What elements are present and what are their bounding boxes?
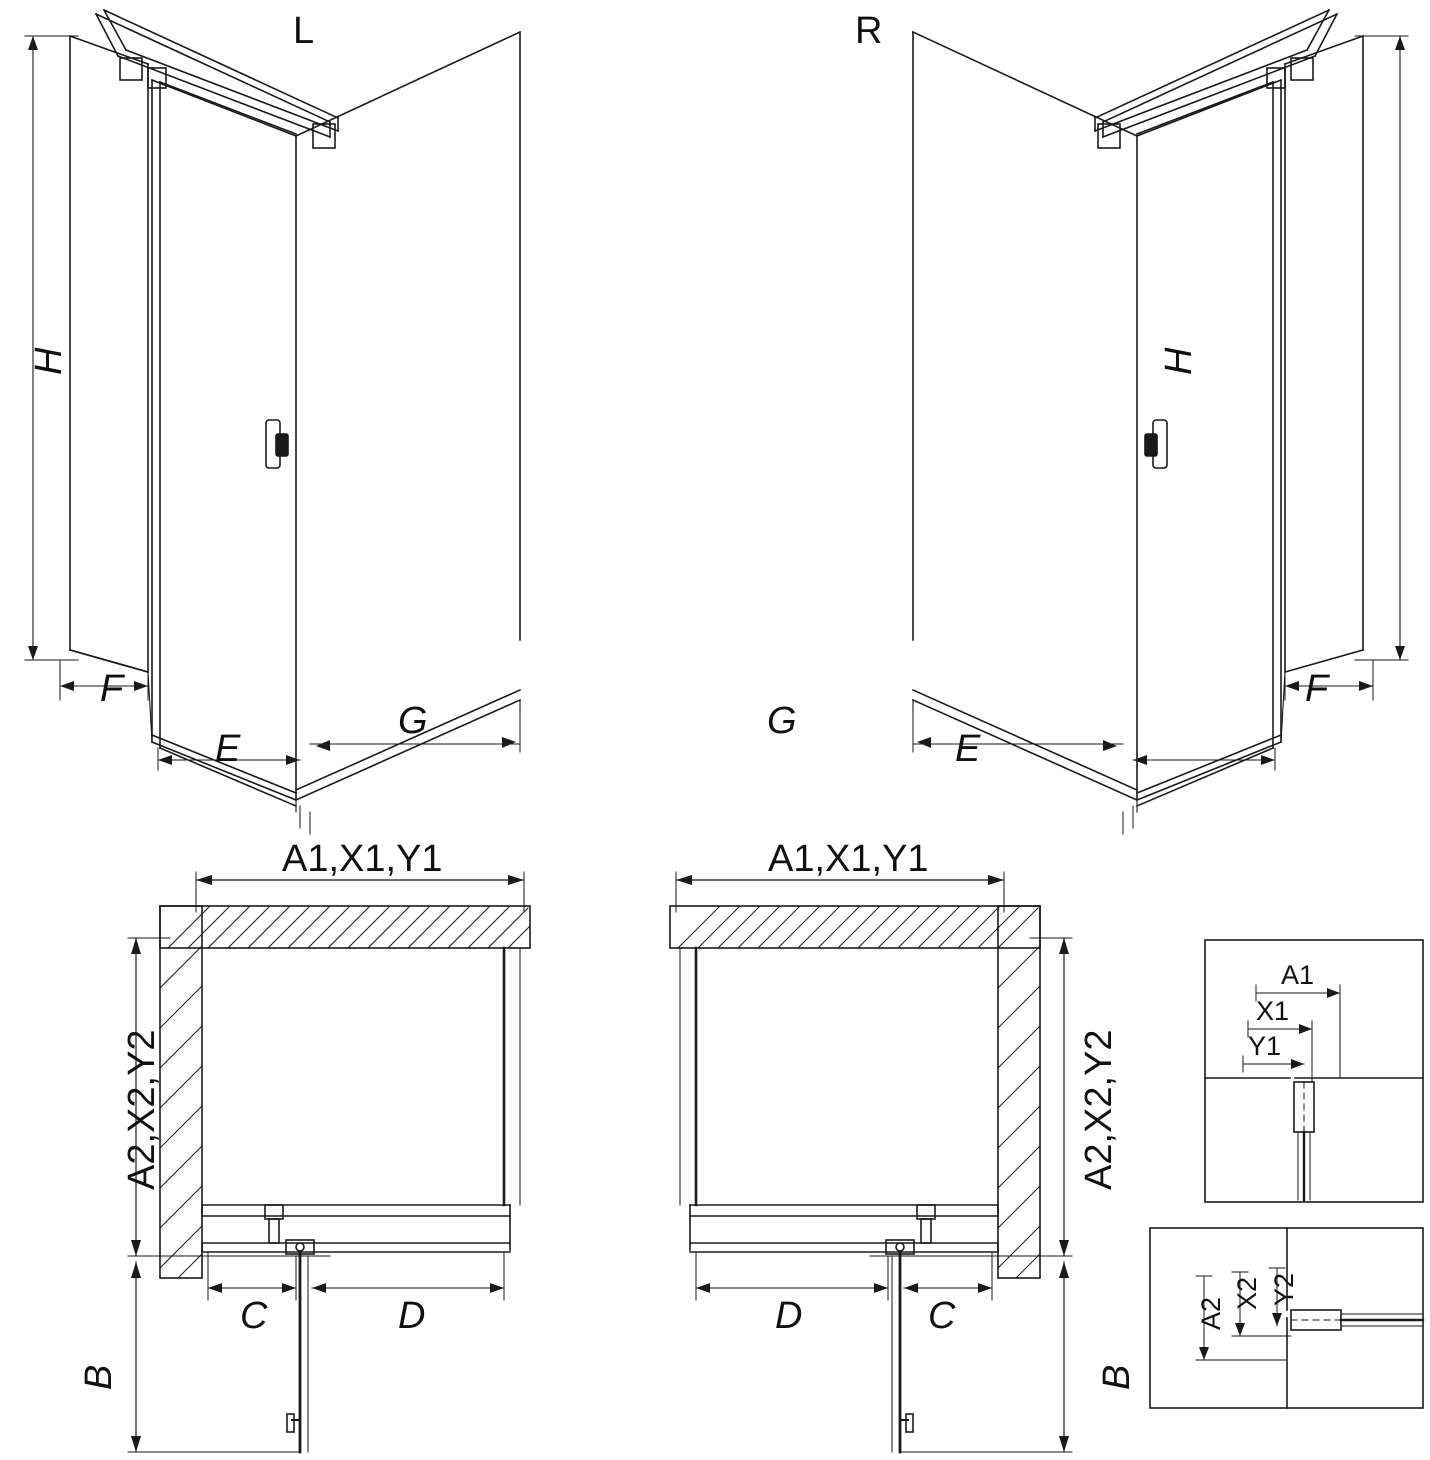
plan-left-side-dim-label: A2,X2,Y2 xyxy=(121,1029,163,1190)
wall-hatch-right xyxy=(670,906,1040,1278)
plan-right-dim-b: B xyxy=(1096,1364,1138,1390)
plan-left-dim-d: D xyxy=(398,1295,426,1337)
iso-left-height-label: H xyxy=(28,347,70,375)
iso-left-label-g: G xyxy=(398,700,428,742)
plan-right-dim-d: D xyxy=(775,1295,803,1337)
iso-right-height-label: H xyxy=(1158,347,1200,375)
iso-right-variant-label: R xyxy=(855,10,883,52)
wall-hatch xyxy=(160,906,530,1278)
plan-left-view xyxy=(128,872,530,1452)
iso-right-view xyxy=(913,10,1408,834)
detail-top-label-y1: Y1 xyxy=(1248,1031,1282,1061)
plan-right-view xyxy=(670,872,1072,1452)
plan-left-dim-b: B xyxy=(78,1364,120,1390)
plan-left-top-dim-label: A1,X1,Y1 xyxy=(282,838,443,880)
detail-top-label-x1: X1 xyxy=(1256,996,1290,1026)
iso-right-label-g: G xyxy=(767,700,797,742)
door-handle-right xyxy=(1145,420,1167,468)
plan-left-dim-c: C xyxy=(240,1295,268,1337)
iso-left-variant-label: L xyxy=(293,10,315,52)
iso-left-label-e: E xyxy=(215,728,241,770)
detail-bottom-label-a2: A2 xyxy=(1196,1296,1226,1330)
detail-bottom-label-x2: X2 xyxy=(1232,1276,1262,1310)
iso-right-label-f: F xyxy=(1305,668,1329,710)
detail-bottom-label-y2: Y2 xyxy=(1269,1272,1299,1306)
door-handle-left xyxy=(266,420,288,468)
plan-right-top-dim-label: A1,X1,Y1 xyxy=(768,838,929,880)
plan-right-dim-c: C xyxy=(928,1295,956,1337)
detail-top-label-a1: A1 xyxy=(1281,960,1315,990)
iso-left-label-f: F xyxy=(100,668,124,710)
detail-bottom-view xyxy=(1150,1228,1423,1408)
plan-right-side-dim-label: A2,X2,Y2 xyxy=(1078,1029,1120,1190)
iso-right-label-e: E xyxy=(955,728,981,770)
